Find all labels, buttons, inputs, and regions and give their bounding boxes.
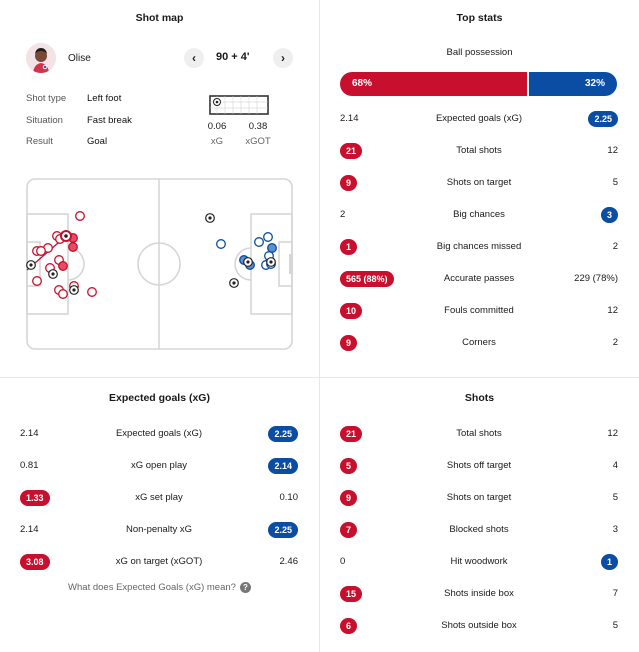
- stat-home-value: [20, 456, 39, 476]
- home-value-text: 2.14: [20, 524, 39, 535]
- stat-row: [340, 173, 618, 193]
- result-label: Result: [26, 136, 53, 147]
- stat-away-value: [613, 456, 618, 476]
- home-value-text: 6: [340, 618, 357, 634]
- stat-home-value: [20, 488, 50, 508]
- horizontal-divider: [0, 377, 639, 378]
- stat-row: [20, 488, 298, 508]
- home-shot[interactable]: [88, 288, 97, 297]
- home-shot[interactable]: [37, 247, 46, 256]
- stat-label: Shots on target: [446, 492, 512, 503]
- away-value-text: 2: [612, 241, 618, 252]
- shot-minute: 90 + 4': [216, 51, 250, 63]
- stat-label: Total shots: [456, 145, 502, 156]
- stat-away-value: [280, 488, 299, 508]
- away-value-text: 3: [612, 524, 618, 535]
- xg-help-text: What does Expected Goals (xG) mean?: [68, 582, 236, 593]
- stat-away-value: [607, 141, 618, 161]
- stat-away-value: [613, 520, 618, 540]
- goal-frame-icon: [209, 94, 269, 116]
- stat-label: Expected goals (xG): [115, 428, 203, 439]
- stat-away-value: [268, 456, 298, 476]
- stat-home-value: [340, 237, 357, 257]
- away-shot[interactable]: [217, 240, 226, 249]
- home-value-text: 9: [340, 335, 357, 351]
- shot-map-pitch[interactable]: [26, 178, 293, 350]
- stat-label: xG set play: [135, 492, 183, 503]
- away-value-text: 3: [601, 207, 618, 223]
- stat-home-value: [340, 109, 359, 129]
- stat-away-value: [601, 205, 618, 225]
- away-value-text: 1: [601, 554, 618, 570]
- home-shot[interactable]: [76, 212, 85, 221]
- xg-help-link[interactable]: [0, 582, 319, 593]
- stat-home-value: [340, 205, 345, 225]
- shots-title: Shots: [464, 392, 495, 404]
- home-value-text: 2.14: [340, 113, 359, 124]
- chevron-left-icon: ‹: [192, 51, 196, 65]
- away-value-text: 5: [612, 177, 618, 188]
- stat-away-value: [613, 333, 618, 353]
- stat-label: Fouls committed: [444, 305, 514, 316]
- home-value-text: 565 (88%): [340, 271, 394, 287]
- away-value-text: 2.25: [588, 111, 618, 127]
- home-shot[interactable]: [59, 290, 68, 299]
- home-value-text: 2: [340, 209, 346, 220]
- stat-row: [340, 488, 618, 508]
- stat-label: Shots off target: [446, 460, 512, 471]
- home-value-text: 2.14: [20, 428, 39, 439]
- situation-value: Fast break: [87, 115, 132, 126]
- player-avatar-image: [26, 43, 56, 73]
- stat-row: [340, 301, 618, 321]
- stat-label: Non-penalty xG: [125, 524, 192, 535]
- shot-type-value: Left foot: [87, 93, 122, 104]
- away-value-text: 12: [607, 305, 618, 316]
- chevron-right-icon: ›: [281, 51, 285, 65]
- stat-row: [20, 520, 298, 540]
- stat-row: [340, 237, 618, 257]
- shot-xg-label: xG: [210, 136, 224, 147]
- shot-xg-value: 0.06: [207, 121, 227, 132]
- stat-row: [340, 584, 618, 604]
- stat-home-value: [340, 141, 362, 161]
- away-value-text: 229 (78%): [574, 273, 618, 284]
- away-shot[interactable]: [264, 233, 273, 242]
- stat-label: Shots inside box: [444, 588, 514, 599]
- stat-away-value: [574, 269, 618, 289]
- stat-label: Shots on target: [446, 177, 512, 188]
- home-value-text: 5: [340, 458, 357, 474]
- expected-goals-title: Expected goals (xG): [109, 392, 210, 404]
- stat-label: Big chances missed: [436, 241, 522, 252]
- stat-label: Corners: [462, 337, 496, 348]
- home-value-text: 10: [340, 303, 362, 319]
- stat-away-value: [613, 237, 618, 257]
- stat-row: [340, 333, 618, 353]
- home-value-text: 0.81: [20, 460, 39, 471]
- home-value-text: 9: [340, 175, 357, 191]
- stat-home-value: [340, 552, 345, 572]
- stat-row: [340, 269, 618, 289]
- home-value-text: 21: [340, 426, 362, 442]
- stat-away-value: [268, 424, 298, 444]
- away-shot[interactable]: [268, 244, 277, 253]
- stat-away-value: [601, 552, 618, 572]
- stat-home-value: [20, 424, 39, 444]
- stat-row: [340, 456, 618, 476]
- stat-away-value: [588, 109, 618, 129]
- stat-row: [340, 141, 618, 161]
- stat-away-value: [607, 424, 618, 444]
- home-value-text: 1: [340, 239, 357, 255]
- stat-away-value: [613, 173, 618, 193]
- stat-label: Big chances: [453, 209, 505, 220]
- away-value-text: 2.25: [268, 522, 298, 538]
- stat-label: xG on target (xGOT): [115, 556, 203, 567]
- stat-row: [20, 424, 298, 444]
- stat-home-value: [340, 488, 357, 508]
- home-value-text: 9: [340, 490, 357, 506]
- stat-label: xG open play: [131, 460, 187, 471]
- stat-away-value: [280, 552, 299, 572]
- situation-label: Situation: [26, 115, 63, 126]
- next-shot-button[interactable]: [273, 48, 293, 68]
- stat-row: [20, 456, 298, 476]
- stat-label: Shots outside box: [441, 620, 517, 631]
- stat-row: [340, 109, 618, 129]
- stat-home-value: [340, 520, 357, 540]
- shot-xgot-value: 0.38: [248, 121, 268, 132]
- stat-row: [20, 552, 298, 572]
- home-shot[interactable]: [59, 262, 68, 271]
- possession-label: Ball possession: [446, 47, 513, 58]
- away-value-text: 2.14: [268, 458, 298, 474]
- stat-home-value: [340, 333, 357, 353]
- question-icon: ?: [240, 582, 251, 593]
- stat-home-value: [340, 301, 362, 321]
- home-value-text: 7: [340, 522, 357, 538]
- stat-label: Expected goals (xG): [435, 113, 523, 124]
- stat-label: Hit woodwork: [450, 556, 508, 567]
- stat-home-value: [340, 616, 357, 636]
- stat-home-value: [340, 424, 362, 444]
- home-value-text: 1.33: [20, 490, 50, 506]
- stat-row: [340, 520, 618, 540]
- player-name: Olise: [68, 53, 91, 64]
- stat-label: Total shots: [456, 428, 502, 439]
- away-value-text: 7: [612, 588, 618, 599]
- possession-home-bar: 68%: [340, 72, 527, 96]
- away-value-text: 12: [607, 428, 618, 439]
- stat-home-value: [340, 173, 357, 193]
- away-shot[interactable]: [255, 238, 264, 247]
- previous-shot-button[interactable]: [184, 48, 204, 68]
- stat-label: Accurate passes: [443, 273, 515, 284]
- away-value-text: 5: [612, 492, 618, 503]
- possession-away-bar: 32%: [529, 72, 617, 96]
- away-value-text: 2: [612, 337, 618, 348]
- stat-row: [340, 424, 618, 444]
- stat-home-value: [340, 456, 357, 476]
- player-avatar: [26, 43, 56, 73]
- shot-xgot-label: xGOT: [245, 136, 271, 147]
- stat-row: [340, 552, 618, 572]
- home-value-text: 15: [340, 586, 362, 602]
- stat-row: [340, 616, 618, 636]
- home-shot[interactable]: [33, 277, 42, 286]
- away-value-text: 5: [612, 620, 618, 631]
- stat-home-value: [20, 552, 50, 572]
- stat-home-value: [340, 584, 362, 604]
- shot-type-label: Shot type: [26, 93, 67, 104]
- top-stats-title: Top stats: [456, 12, 503, 24]
- away-value-text: 12: [607, 145, 618, 156]
- stat-row: [340, 205, 618, 225]
- shot-map-title: Shot map: [135, 12, 184, 24]
- home-value-text: 3.08: [20, 554, 50, 570]
- away-value-text: 2.25: [268, 426, 298, 442]
- stat-away-value: [613, 584, 618, 604]
- stat-away-value: [268, 520, 298, 540]
- stat-away-value: [613, 488, 618, 508]
- home-shot[interactable]: [69, 243, 78, 252]
- vertical-divider: [319, 0, 320, 652]
- stat-home-value: [20, 520, 39, 540]
- stat-away-value: [607, 301, 618, 321]
- stat-away-value: [613, 616, 618, 636]
- away-value-text: 4: [612, 460, 618, 471]
- away-value-text: 0.10: [279, 492, 298, 503]
- player-row: [26, 43, 294, 75]
- result-value: Goal: [87, 136, 108, 147]
- away-value-text: 2.46: [279, 556, 298, 567]
- home-value-text: 21: [340, 143, 362, 159]
- stat-label: Blocked shots: [449, 524, 509, 535]
- home-value-text: 0: [340, 556, 346, 567]
